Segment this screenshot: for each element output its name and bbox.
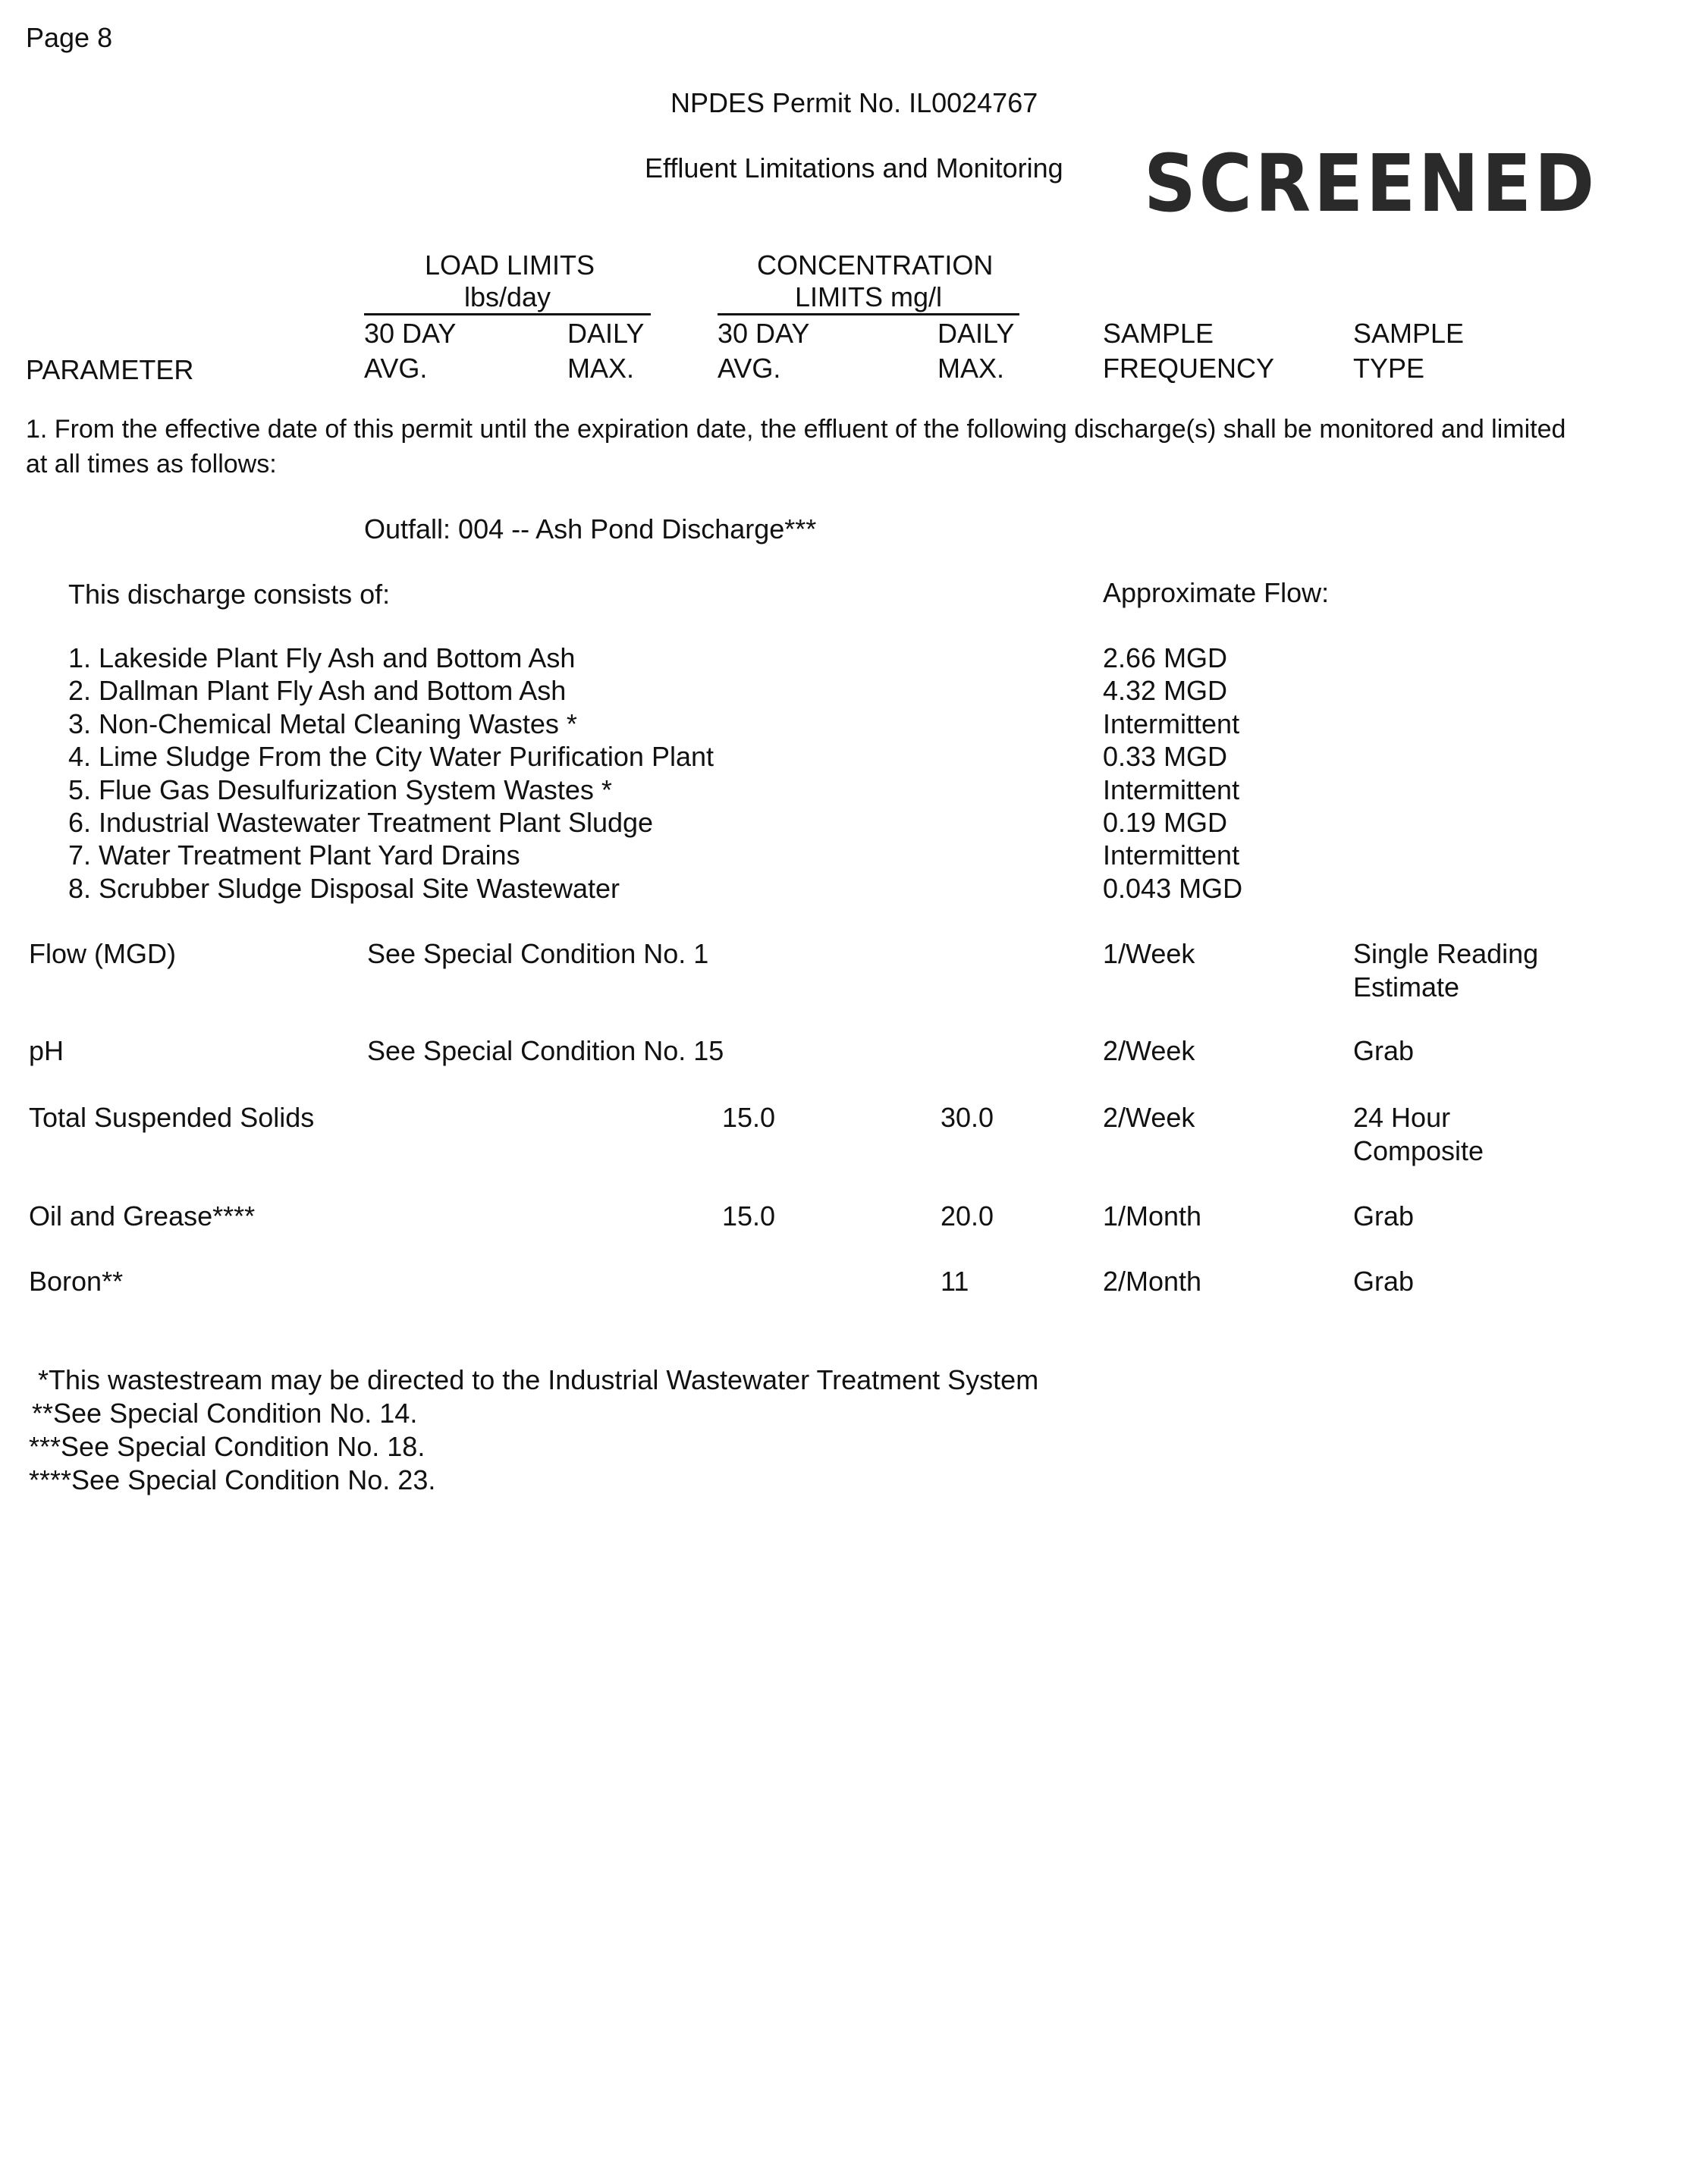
intro-line-2: at all times as follows: bbox=[26, 450, 277, 479]
component-label: 7. Water Treatment Plant Yard Drains bbox=[68, 839, 520, 871]
parameter-conc-avg: 15.0 bbox=[722, 1102, 776, 1133]
approximate-flow-label: Approximate Flow: bbox=[1103, 577, 1330, 608]
component-flow: 0.19 MGD bbox=[1103, 807, 1228, 838]
component-label: 3. Non-Chemical Metal Cleaning Wastes * bbox=[68, 708, 577, 739]
header-load-avg: AVG. bbox=[364, 353, 428, 384]
parameter-name: Oil and Grease**** bbox=[29, 1200, 256, 1232]
header-load-max: MAX. bbox=[567, 353, 635, 384]
parameter-sample-type: Single Reading bbox=[1353, 938, 1539, 969]
header-concentration: CONCENTRATION bbox=[757, 249, 994, 281]
parameter-frequency: 2/Week bbox=[1103, 1035, 1195, 1066]
parameter-sample-type-cont: Estimate bbox=[1353, 971, 1460, 1003]
parameter-frequency: 1/Week bbox=[1103, 938, 1195, 969]
component-label: 4. Lime Sludge From the City Water Purification Plant bbox=[68, 741, 714, 772]
intro-line-1: 1. From the effective date of this permit until the expiration date, the effluent of the following discharge(s) shall be monitored and limited bbox=[26, 415, 1566, 444]
header-sample-frequency-1: SAMPLE bbox=[1103, 318, 1214, 349]
component-label: 6. Industrial Wastewater Treatment Plant Sludge bbox=[68, 807, 654, 838]
header-conc-daily: DAILY bbox=[937, 318, 1015, 349]
parameter-conc-max: 11 bbox=[941, 1266, 969, 1297]
component-flow: Intermittent bbox=[1103, 839, 1240, 871]
parameter-frequency: 1/Month bbox=[1103, 1200, 1202, 1232]
parameter-name: pH bbox=[29, 1035, 64, 1066]
parameter-name: Flow (MGD) bbox=[29, 938, 176, 969]
component-flow: 4.32 MGD bbox=[1103, 675, 1228, 706]
header-conc-30day: 30 DAY bbox=[718, 318, 810, 349]
component-flow: 2.66 MGD bbox=[1103, 642, 1228, 673]
header-sample-frequency-2: FREQUENCY bbox=[1103, 353, 1275, 384]
component-flow: Intermittent bbox=[1103, 708, 1240, 739]
component-label: 8. Scrubber Sludge Disposal Site Wastewater bbox=[68, 873, 620, 904]
parameter-note: See Special Condition No. 1 bbox=[367, 938, 709, 969]
parameter-conc-avg: 15.0 bbox=[722, 1200, 776, 1232]
parameter-sample-type: Grab bbox=[1353, 1035, 1415, 1066]
discharge-consists-label: This discharge consists of: bbox=[68, 579, 391, 610]
parameter-conc-max: 30.0 bbox=[941, 1102, 994, 1133]
parameter-name: Boron** bbox=[29, 1266, 124, 1297]
parameter-frequency: 2/Month bbox=[1103, 1266, 1202, 1297]
header-sample-type-2: TYPE bbox=[1353, 353, 1425, 384]
parameter-conc-max: 20.0 bbox=[941, 1200, 994, 1232]
parameter-sample-type: Grab bbox=[1353, 1266, 1415, 1297]
header-conc-avg: AVG. bbox=[718, 353, 781, 384]
page-number: Page 8 bbox=[26, 22, 113, 53]
footnote-2: **See Special Condition No. 14. bbox=[32, 1398, 418, 1429]
footnote-1: *This wastestream may be directed to the Industrial Wastewater Treatment System bbox=[38, 1364, 1039, 1395]
parameter-name: Total Suspended Solids bbox=[29, 1102, 315, 1133]
header-load-units: lbs/day bbox=[364, 281, 651, 315]
component-label: 2. Dallman Plant Fly Ash and Bottom Ash bbox=[68, 675, 567, 706]
footnote-4: ****See Special Condition No. 23. bbox=[29, 1464, 436, 1495]
parameter-sample-type-cont: Composite bbox=[1353, 1135, 1484, 1166]
header-conc-max: MAX. bbox=[937, 353, 1005, 384]
header-parameter: PARAMETER bbox=[26, 354, 194, 385]
parameter-sample-type: 24 Hour bbox=[1353, 1102, 1451, 1133]
header-sample-type-1: SAMPLE bbox=[1353, 318, 1465, 349]
header-concentration-units: LIMITS mg/l bbox=[718, 281, 1019, 315]
page-subtitle: Effluent Limitations and Monitoring bbox=[645, 152, 1063, 184]
header-load-limits: LOAD LIMITS bbox=[425, 249, 595, 281]
parameter-sample-type: Grab bbox=[1353, 1200, 1415, 1232]
component-flow: 0.33 MGD bbox=[1103, 741, 1228, 772]
footnote-3: ***See Special Condition No. 18. bbox=[29, 1431, 426, 1462]
parameter-note: See Special Condition No. 15 bbox=[367, 1035, 724, 1066]
permit-number: NPDES Permit No. IL0024767 bbox=[670, 87, 1038, 118]
parameter-frequency: 2/Week bbox=[1103, 1102, 1195, 1133]
header-load-daily: DAILY bbox=[567, 318, 645, 349]
outfall-title: Outfall: 004 -- Ash Pond Discharge*** bbox=[364, 513, 817, 544]
component-label: 1. Lakeside Plant Fly Ash and Bottom Ash bbox=[68, 642, 576, 673]
header-load-30day: 30 DAY bbox=[364, 318, 457, 349]
component-flow: 0.043 MGD bbox=[1103, 873, 1243, 904]
screened-stamp: SCREENED bbox=[1144, 137, 1597, 230]
component-label: 5. Flue Gas Desulfurization System Wastes * bbox=[68, 774, 612, 805]
component-flow: Intermittent bbox=[1103, 774, 1240, 805]
